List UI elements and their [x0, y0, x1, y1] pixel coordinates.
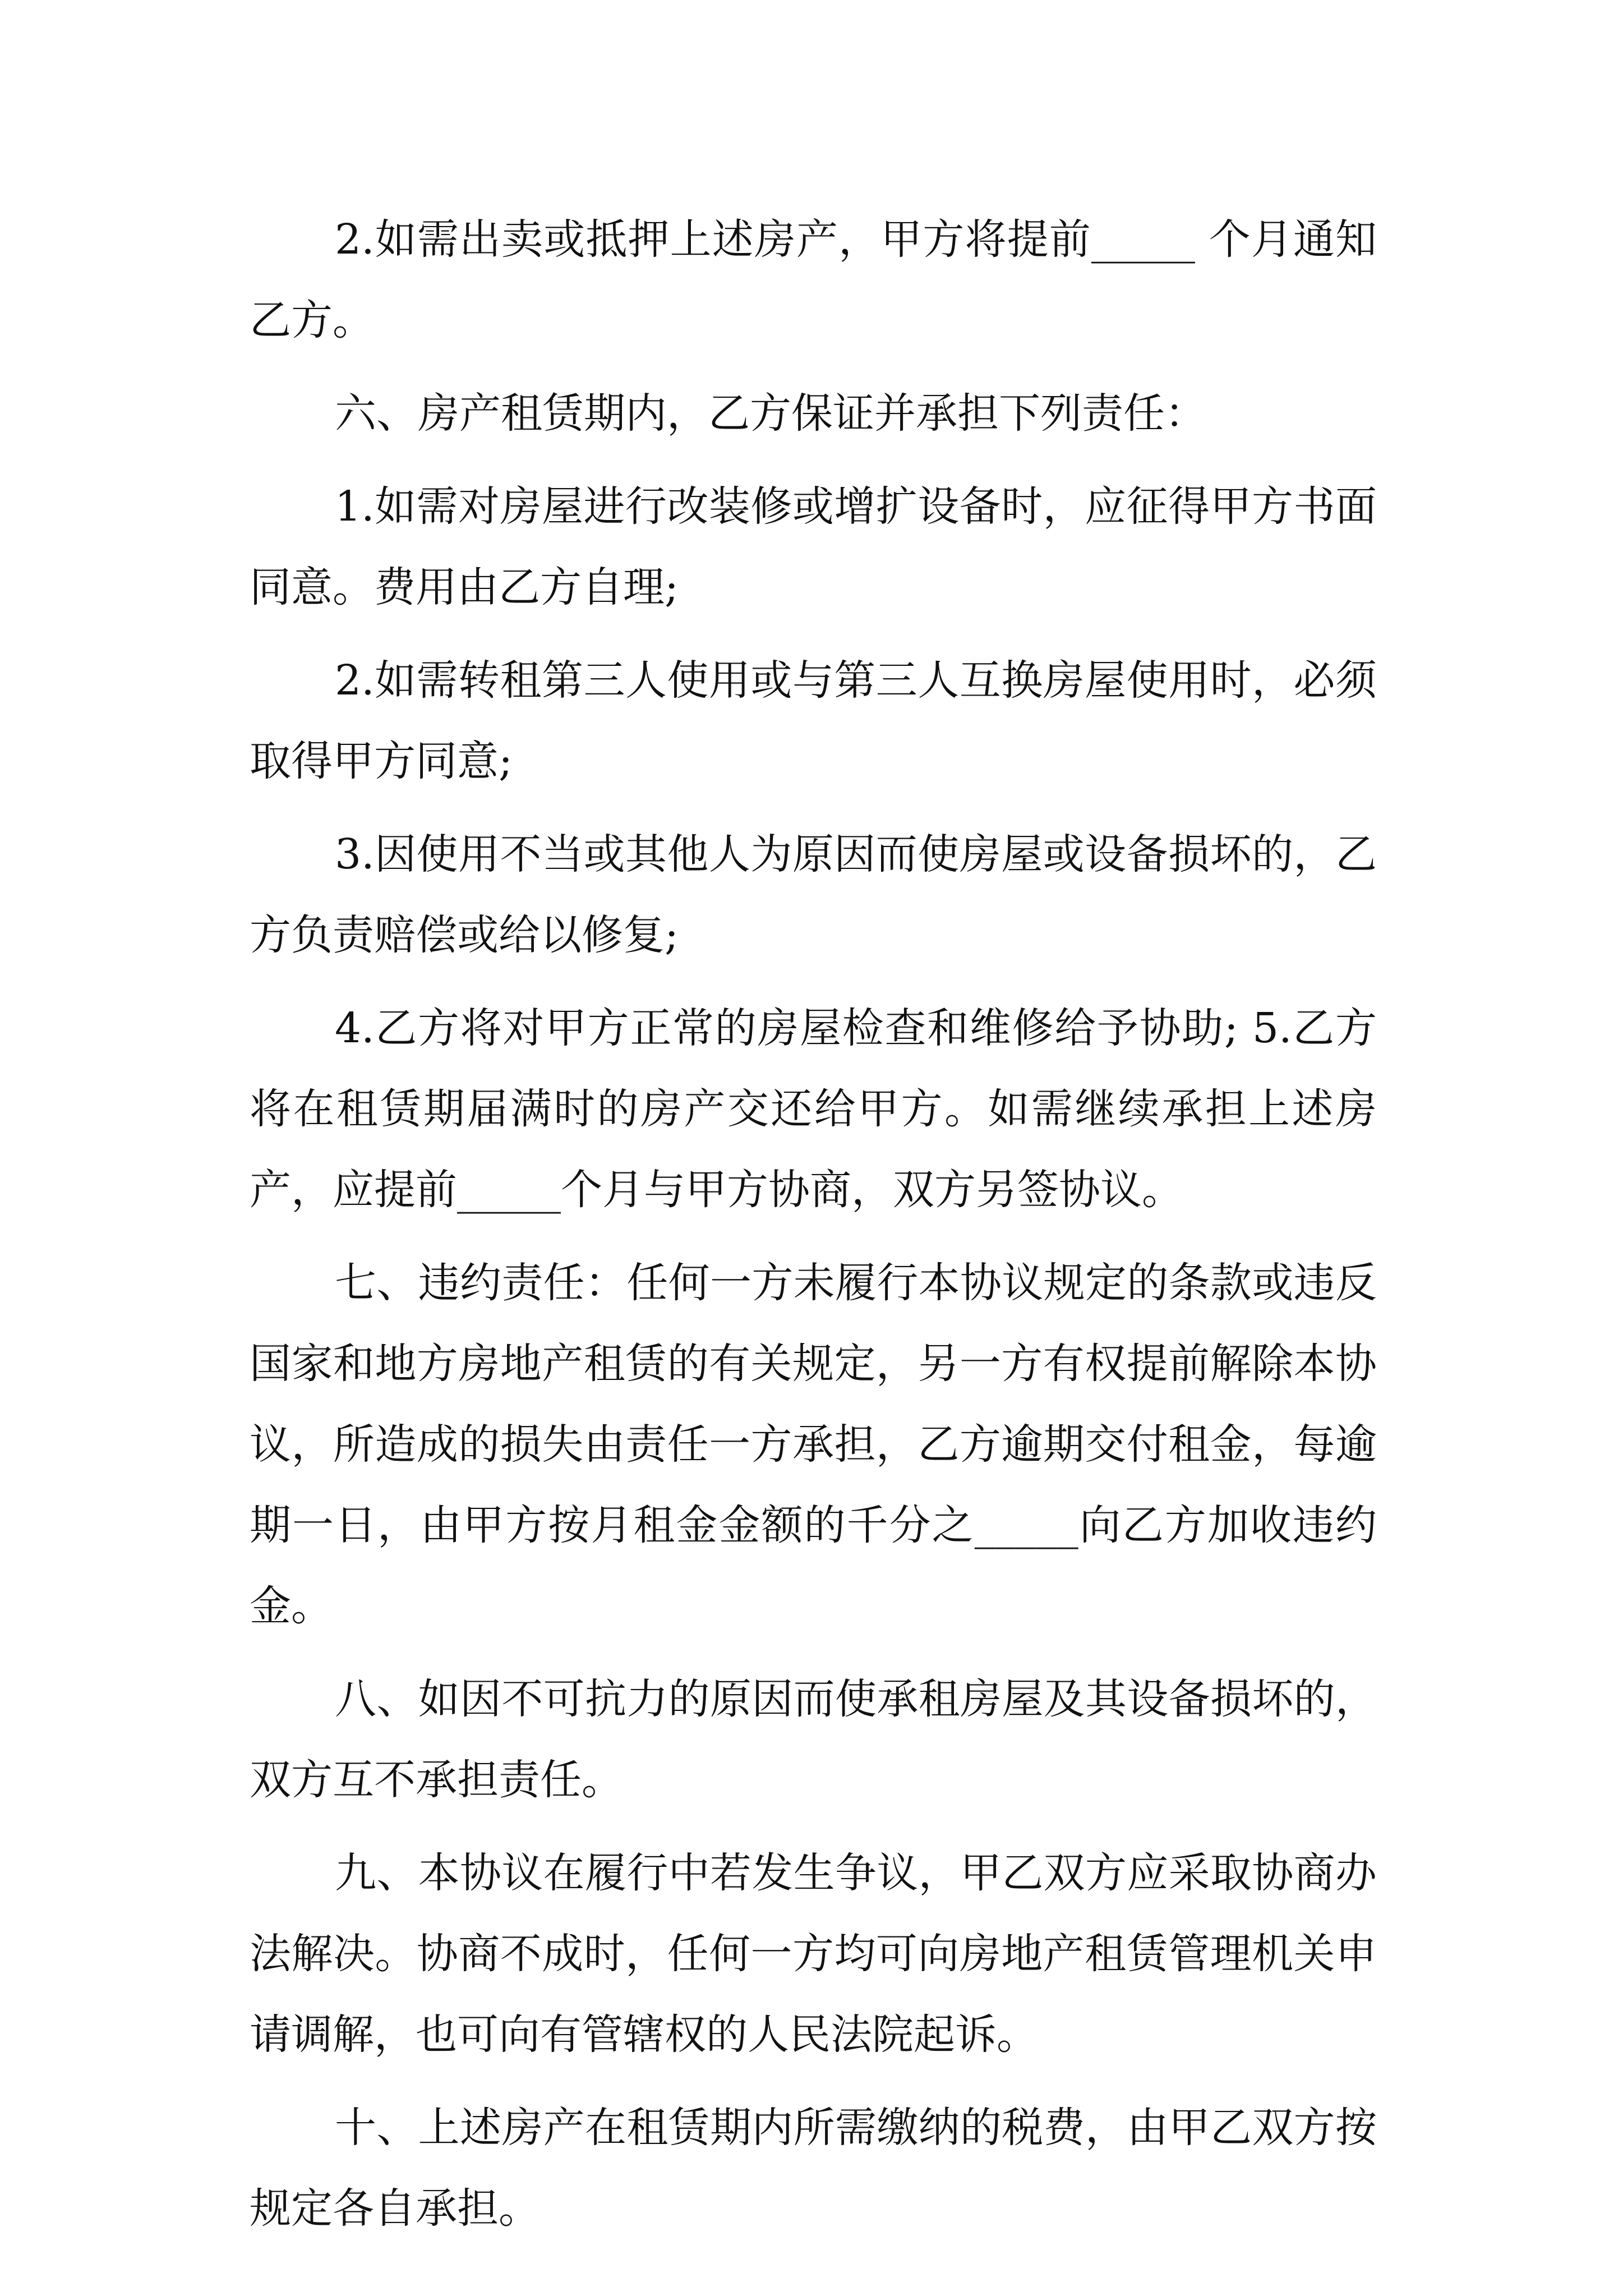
paragraph-notice-sale: 2.如需出卖或抵押上述房产，甲方将提前_____ 个月通知乙方。: [250, 215, 1377, 344]
paragraph-item-1-renovation: 1.如需对房屋进行改装修或增扩设备时，应征得甲方书面同意。费用由乙方自理;: [250, 482, 1377, 611]
paragraph-item-3-damage: 3.因使用不当或其他人为原因而使房屋或设备损坏的，乙方负责赔偿或给以修复;: [250, 830, 1377, 959]
paragraph-section-6-heading: 六、房产租赁期内，乙方保证并承担下列责任：: [335, 389, 1206, 438]
paragraph-section-8-force-majeure: 八、如因不可抗力的原因而使承租房屋及其设备损坏的，双方互不承担责任。: [250, 1675, 1377, 1804]
paragraph-item-2-sublet: 2.如需转租第三人使用或与第三人互换房屋使用时，必须取得甲方同意;: [250, 656, 1377, 785]
paragraph-section-10-taxes: 十、上述房产在租赁期内所需缴纳的税费，由甲乙双方按规定各自承担。: [250, 2104, 1377, 2233]
paragraph-section-9-disputes: 九、本协议在履行中若发生争议，甲乙双方应采取协商办法解决。协商不成时，任何一方均可向房地产租赁管理机关申请调解，也可向有管辖权的人民法院起诉。: [250, 1849, 1377, 2059]
paragraph-item-4-5-inspection-return: 4.乙方将对甲方正常的房屋检查和维修给予协助; 5.乙方将在租赁期届满时的房产交还给甲方。如需继续承担上述房产，应提前_____个月与甲方协商，双方另签协议。: [250, 1004, 1377, 1214]
document-page: [250, 199, 1377, 2261]
paragraph-section-7-liability: 七、违约责任：任何一方未履行本协议规定的条款或违反国家和地方房地产租赁的有关规定，另一方有权提前解除本协议，所造成的损失由责任一方承担，乙方逾期交付租金，每逾期一日，由甲方按月租金金额的千分之_____向乙方加收违约金。: [250, 1259, 1377, 1630]
